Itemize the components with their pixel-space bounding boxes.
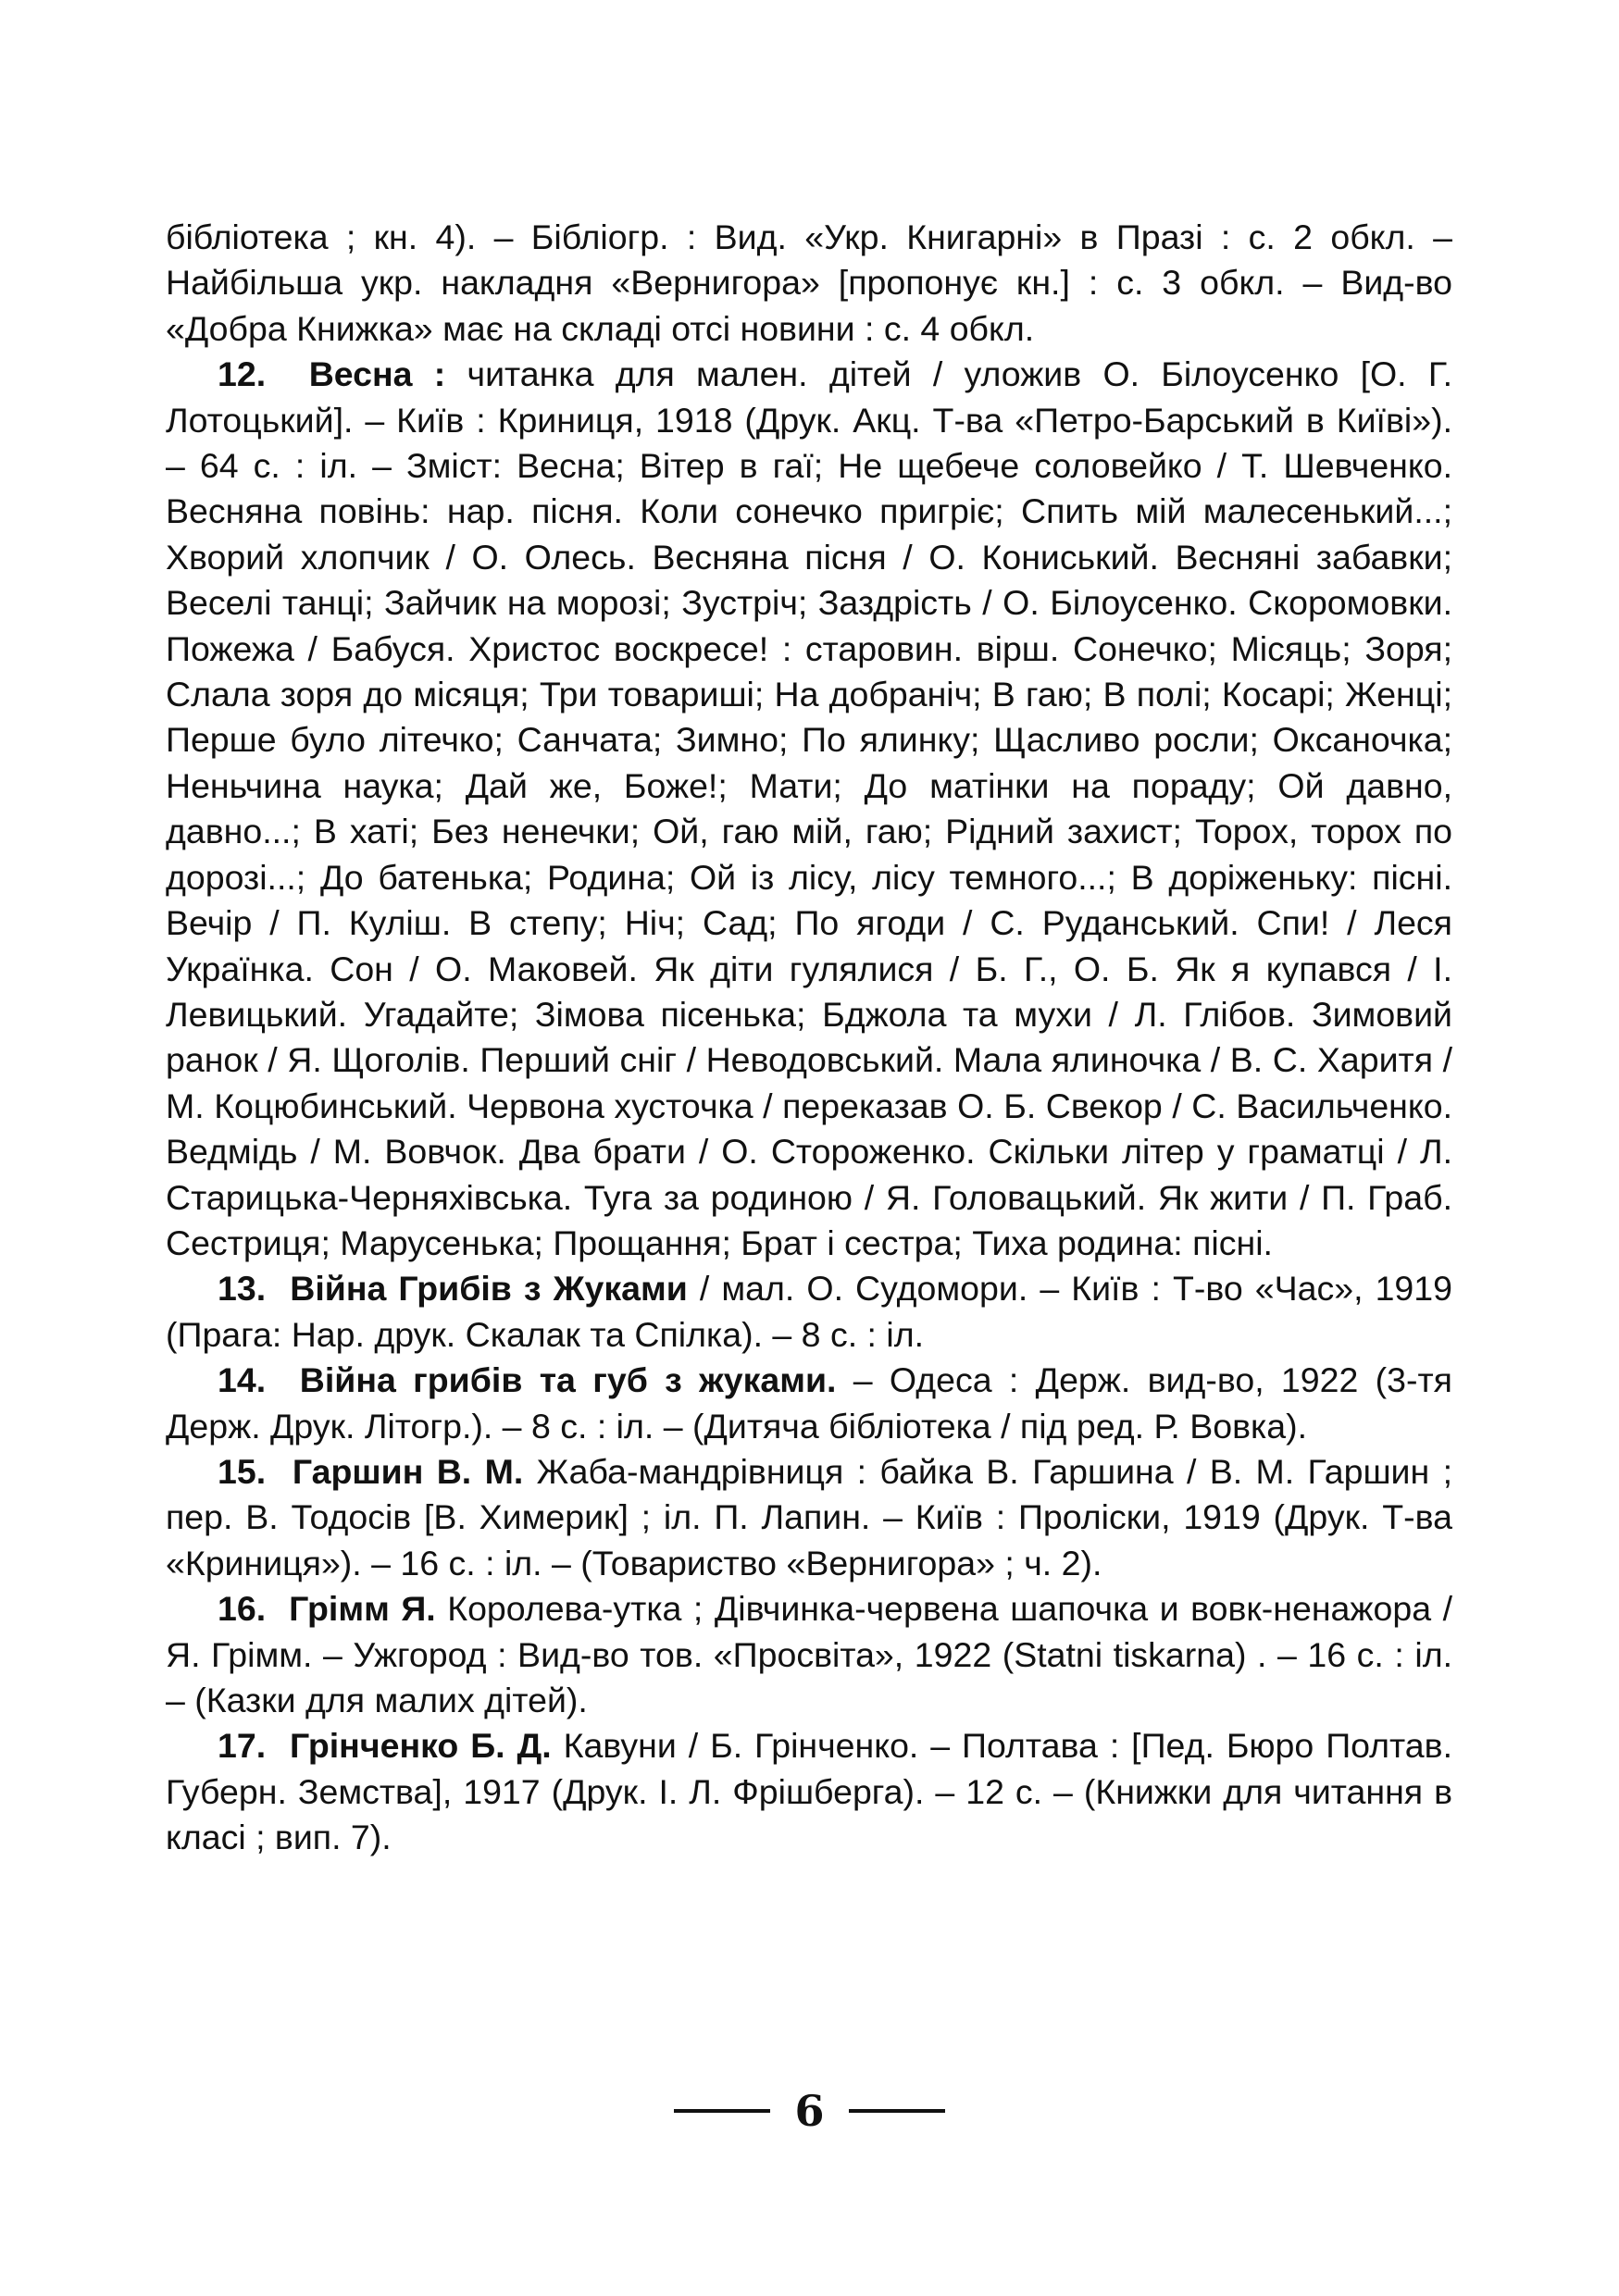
bibliography-entry-17 [166, 1723, 1452, 1860]
entry-number: 14. [218, 1360, 267, 1400]
entry-heading: Грімм Я. [289, 1589, 436, 1629]
entry-text: Королева-утка ; Дівчинка-червена шапочка и вовк-ненажора / Я. Грімм. – Ужгород : Вид-во тов. «Просвіта», 1922 (Statni tiskarna) . – 16 с. : іл. – (Казки для малих дітей). [166, 1589, 1452, 1719]
entry-number: 13. [218, 1269, 267, 1309]
entry-text: Жаба-мандрівниця : байка В. Гаршина / В. М. Гаршин ; пер. В. Тодосів [В. Химерик] ; іл. П. Лапин. – Київ : Проліски, 1919 (Друк. Т-ва «Криниця»). – 16 с. : іл. – (Товариство «Вернигора» ; ч. 2). [166, 1451, 1452, 1582]
entry-heading: Війна грибів та губ з жуками. [299, 1360, 837, 1400]
entry-heading: Грінченко Б. Д. [290, 1726, 552, 1766]
entry-text: – Одеса : Держ. вид-во, 1922 (3-тя Держ. Друк. Літогр.). – 8 с. : іл. – (Дитяча бібліотека / під ред. Р. Вовка). [166, 1360, 1452, 1446]
entry-number: 15. [218, 1451, 267, 1491]
entry-text: читанка для мален. дітей / уложив О. Білоусенко [О. Г. Лотоцький]. – Київ : Криниця, 1918 (Друк. Акц. Т-ва «Петро-Барський в Київі»). – 64 с. : іл. – Зміст: Весна; Вітер в гаї; Не щебече соловейко / Т. Шевченко. Весняна повінь: нар. пісня. Коли сонечко пригріє; Спить мій малесенький...; Хворий хлопчик / О. Олесь. Весняна пісня / О. Кониський. Весняні забавки; Веселі танці; Зайчик на морозі; Зустріч; Заздрість / О. Білоусенко. Скоромовки. Пожежа / Бабуся. Христос воскресе! : старовин. вірш. Сонечко; Місяць; Зоря; Слала зоря до місяця; Три товариші; На добраніч; В гаю; В полі; Косарі; Женці; Перше було літечко; Санчата; Зимно; По ялинку; Щасливо росли; Оксаночка; Неньчина наука; Дай же, Боже!; Мати; До матінки на пораду; Ой давно, давно...; В хаті; Без ненечки; Ой, гаю мій, гаю; Рідний захист; Торох, торох по дорозі...; До батенька; Родина; Ой із лісу, лісу темного...; В доріженьку: пісні. Вечір / П. Куліш. В степу; Ніч; Сад; По ягоди / С. Руданський. Спи! / Леся Українка. Сон / О. Маковей. Як діти гулялися / Б. Г., О. Б. Як я купався / І. Левицький. Угадайте; Зімова пісенька; Бджола та мухи / Л. Глібов. Зимовий ранок / Я. Щоголів. Перший сніг / Неводовський. Мала ялиночка / В. С. Харитя / М. Коцюбинський. Червона хусточка / переказав О. Б. Свекор / С. Васильченко. Ведмідь / М. Вовчок. Два брати / О. Стороженко. Скільки літер у граматці / Л. Старицька-Черняхівська. Туга за родиною / Я. Головацький. Як жити / П. Граб. Сестриця; Марусенька; Прощання; Брат і сестра; Тиха родина: пісні. [166, 354, 1453, 1262]
entry-number: 12. [218, 354, 267, 394]
entry-heading: Гаршин В. М. [292, 1451, 524, 1491]
footer-rule-right [849, 2109, 945, 2113]
page-body [166, 215, 1452, 1861]
page-number: 6 [794, 2086, 825, 2136]
bibliography-entry-14 [166, 1358, 1452, 1449]
entry-text: / мал. О. Судомори. – Київ : Т-во «Час», 1919 (Прага: Нар. друк. Скалак та Спілка). – 8 с. : іл. [166, 1269, 1452, 1354]
entry-heading: Війна Грибів з Жуками [290, 1269, 688, 1309]
bibliography-entry-16 [166, 1586, 1452, 1723]
bibliography-entry-13 [166, 1266, 1452, 1358]
continuation-paragraph: бібліотека ; кн. 4). – Бібліогр. : Вид. «Укр. Книгарні» в Празі : с. 2 обкл. – Найбільша укр. накладня «Вернигора» [пропонує кн.] : с. 3 обкл. – Вид-во «Добра Книжка» має на складі отсі новини : с. 4 обкл. [166, 217, 1452, 348]
page-footer [0, 2079, 1619, 2143]
entry-heading: Весна : [308, 354, 446, 394]
entry-number: 16. [218, 1589, 267, 1629]
bibliography-entry-15 [166, 1449, 1452, 1586]
entry-text: Кавуни / Б. Грінченко. – Полтава : [Пед. Бюро Полтав. Губерн. Земства], 1917 (Друк. І. Л. Фрішберга). – 12 с. – (Книжки для читання в класі ; вип. 7). [166, 1726, 1453, 1857]
footer-rule-left [674, 2109, 770, 2113]
entry-number: 17. [218, 1726, 267, 1766]
bibliography-entry-12 [166, 352, 1452, 1266]
